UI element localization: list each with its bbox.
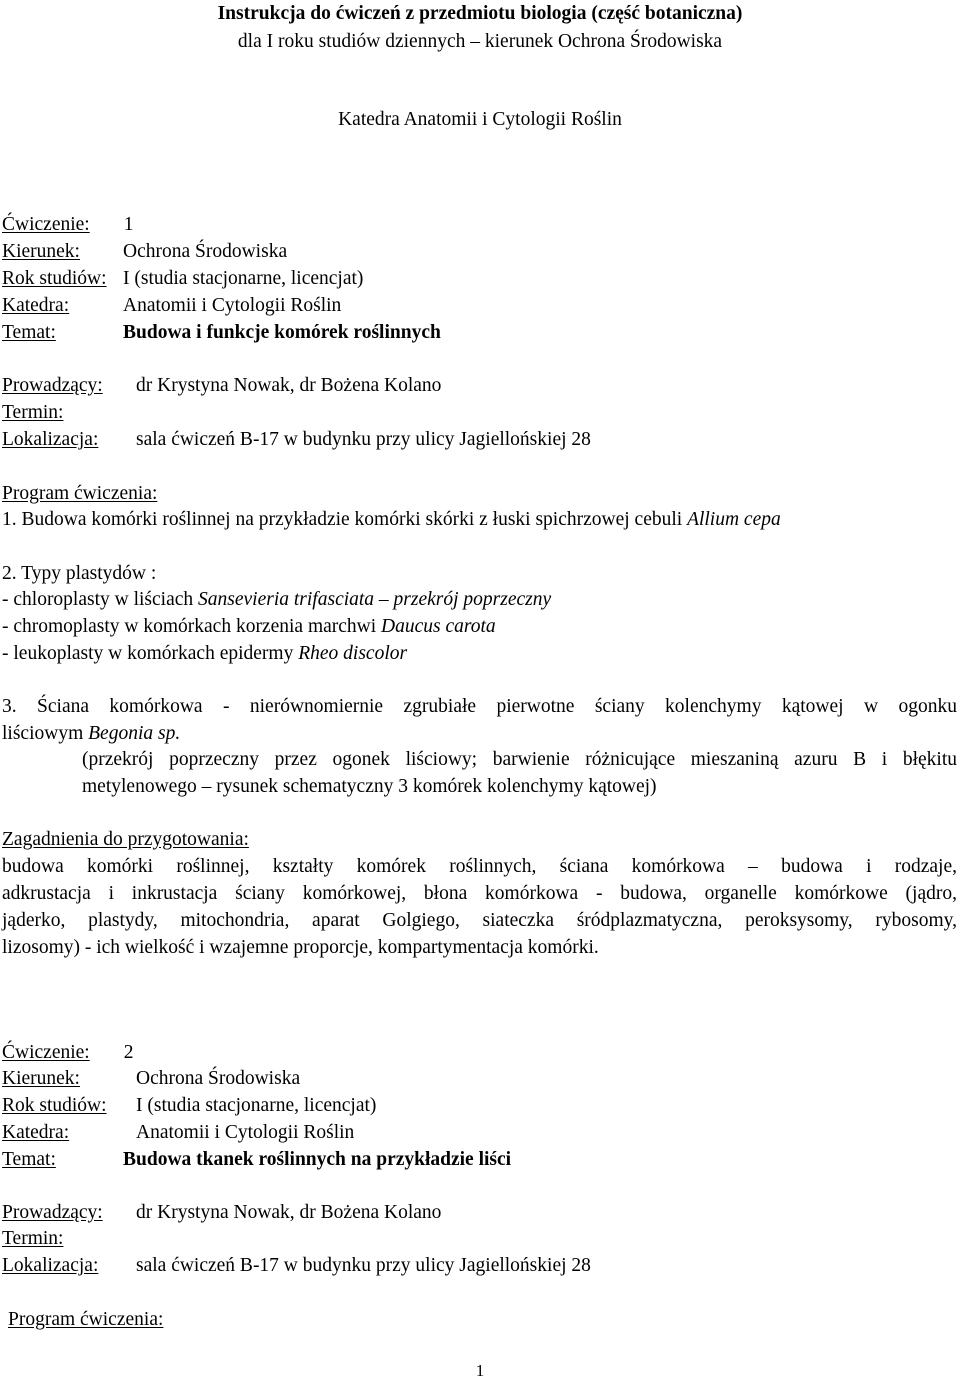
ex1-temat-row (2, 323, 441, 343)
ex2-katedra: Anatomii i Cytologii Roślin (136, 1122, 355, 1143)
ex2-kierunek-row (2, 1069, 300, 1089)
ex1-item-3-note2: metylenowego – rysunek schematyczny 3 komórek kolenchymy kątowej) (82, 776, 657, 797)
ex1-kierunek-row (2, 242, 287, 262)
ex2-termin-row (2, 1229, 63, 1249)
ex2-prowadzacy-row (2, 1203, 441, 1223)
ex1-item-2b (2, 617, 496, 637)
ex1-zagadnienia-label (2, 830, 249, 850)
ex1-item-2b-text: - chromoplasty w komórkach korzenia marchwi (2, 616, 382, 637)
label-cwiczenie: Ćwiczenie: (2, 214, 90, 235)
label-program-2: Program ćwiczenia: (8, 1309, 164, 1330)
label-kierunek: Kierunek: (2, 241, 80, 262)
ex1-item-3-line1: 3. Ściana komórkowa - nierównomiernie zgrubiałe pierwotne ściany kolenchymy kątowej w ogonku (2, 696, 957, 717)
label-termin-2: Termin: (2, 1228, 64, 1249)
ex1-termin-row (2, 403, 63, 423)
ex1-temat: Budowa i funkcje komórek roślinnych (123, 322, 441, 343)
ex2-lokalizacja: sala ćwiczeń B-17 w budynku przy ulicy Jagiellońskiej 28 (136, 1255, 591, 1276)
label-lokalizacja: Lokalizacja: (2, 429, 99, 450)
ex1-zag-line1: budowa komórki roślinnej, kształty komórek roślinnych, ściana komórkowa – budowa i rodzaje, (2, 856, 957, 877)
ex2-temat: Budowa tkanek roślinnych na przykładzie liści (123, 1149, 512, 1170)
ex1-item-2a-text: - chloroplasty w liściach (2, 589, 199, 610)
ex1-prowadzacy-row (2, 376, 441, 396)
ex1-item-3-note1: (przekrój poprzeczny przez ogonek liściowy; barwienie różnicujące mieszaniną azuru B i błękitu (82, 749, 957, 770)
ex1-item-3-line2-text: liściowym (2, 723, 89, 744)
ex1-prowadzacy: dr Krystyna Nowak, dr Bożena Kolano (136, 375, 442, 396)
ex2-number: 2 (123, 1042, 134, 1063)
ex2-lokalizacja-row (2, 1256, 591, 1276)
label-kierunek-2: Kierunek: (2, 1068, 80, 1089)
ex1-zag-line3: jąderko, plastydy, mitochondria, aparat Golgiego, siateczka śródplazmatyczna, peroksysomy, rybosomy, (2, 910, 957, 931)
label-program: Program ćwiczenia: (2, 483, 158, 504)
ex1-program-label (2, 484, 157, 504)
ex1-katedra-row (2, 296, 341, 316)
document-title: Instrukcja do ćwiczeń z przedmiotu biologia (część botaniczna) (217, 3, 743, 24)
label-rok: Rok studiów: (2, 268, 107, 289)
ex2-rok-row (2, 1096, 376, 1116)
ex1-number: 1 (123, 214, 134, 235)
ex1-zag-line4: lizosomy) - ich wielkość i wzajemne proporcje, kompartymentacja komórki. (2, 937, 599, 958)
ex1-item-3-species: Begonia sp. (88, 723, 181, 744)
label-rok-2: Rok studiów: (2, 1095, 107, 1116)
page-number: 1 (475, 1361, 485, 1380)
department-heading: Katedra Anatomii i Cytologii Roślin (338, 109, 622, 130)
ex1-item-2a-species: Sansevieria trifasciata – przekrój poprzeczny (198, 589, 552, 610)
ex2-rok: I (studia stacjonarne, licencjat) (136, 1095, 377, 1116)
label-temat-2: Temat: (2, 1149, 56, 1170)
ex1-item-2a (2, 590, 551, 610)
ex1-item-2b-species: Daucus carota (381, 616, 496, 637)
label-lokalizacja-2: Lokalizacja: (2, 1255, 99, 1276)
ex2-katedra-row (2, 1123, 354, 1143)
ex1-katedra: Anatomii i Cytologii Roślin (123, 295, 342, 316)
label-prowadzacy: Prowadzący: (2, 375, 103, 396)
label-temat: Temat: (2, 322, 56, 343)
ex1-rok: I (studia stacjonarne, licencjat) (123, 268, 364, 289)
ex1-item-3-line2 (2, 724, 180, 744)
document-subtitle: dla I roku studiów dziennych – kierunek Ochrona Środowiska (237, 31, 723, 52)
ex2-number-row (2, 1043, 133, 1063)
ex1-item-2c-species: Rheo discolor (298, 643, 408, 664)
label-prowadzacy-2: Prowadzący: (2, 1202, 103, 1223)
ex1-item-1-text: 1. Budowa komórki roślinnej na przykładzie komórki skórki z łuski spichrzowej cebuli (2, 509, 688, 530)
ex1-zag-line2: adkrustacja i inkrustacja ściany komórkowej, błona komórkowa - budowa, organelle komórkowe (jądro, (2, 883, 957, 904)
ex2-temat-row (2, 1150, 511, 1170)
label-katedra: Katedra: (2, 295, 70, 316)
ex2-prowadzacy: dr Krystyna Nowak, dr Bożena Kolano (136, 1202, 442, 1223)
ex1-item-2c-text: - leukoplasty w komórkach epidermy (2, 643, 299, 664)
ex1-lokalizacja: sala ćwiczeń B-17 w budynku przy ulicy Jagiellońskiej 28 (136, 429, 591, 450)
label-termin: Termin: (2, 402, 64, 423)
ex1-item-1 (2, 510, 781, 530)
ex1-kierunek: Ochrona Środowiska (123, 241, 288, 262)
ex2-program-label (8, 1310, 163, 1330)
ex1-rok-row (2, 269, 363, 289)
label-katedra-2: Katedra: (2, 1122, 70, 1143)
ex1-number-row (2, 215, 133, 235)
ex2-kierunek: Ochrona Środowiska (136, 1068, 301, 1089)
ex1-item-2c (2, 644, 407, 664)
ex1-item-1-species: Allium cepa (687, 509, 781, 530)
label-zagadnienia: Zagadnienia do przygotowania: (2, 829, 249, 850)
label-cwiczenie-2: Ćwiczenie: (2, 1042, 90, 1063)
ex1-lokalizacja-row (2, 430, 591, 450)
ex1-item-2-head: 2. Typy plastydów : (2, 563, 157, 584)
